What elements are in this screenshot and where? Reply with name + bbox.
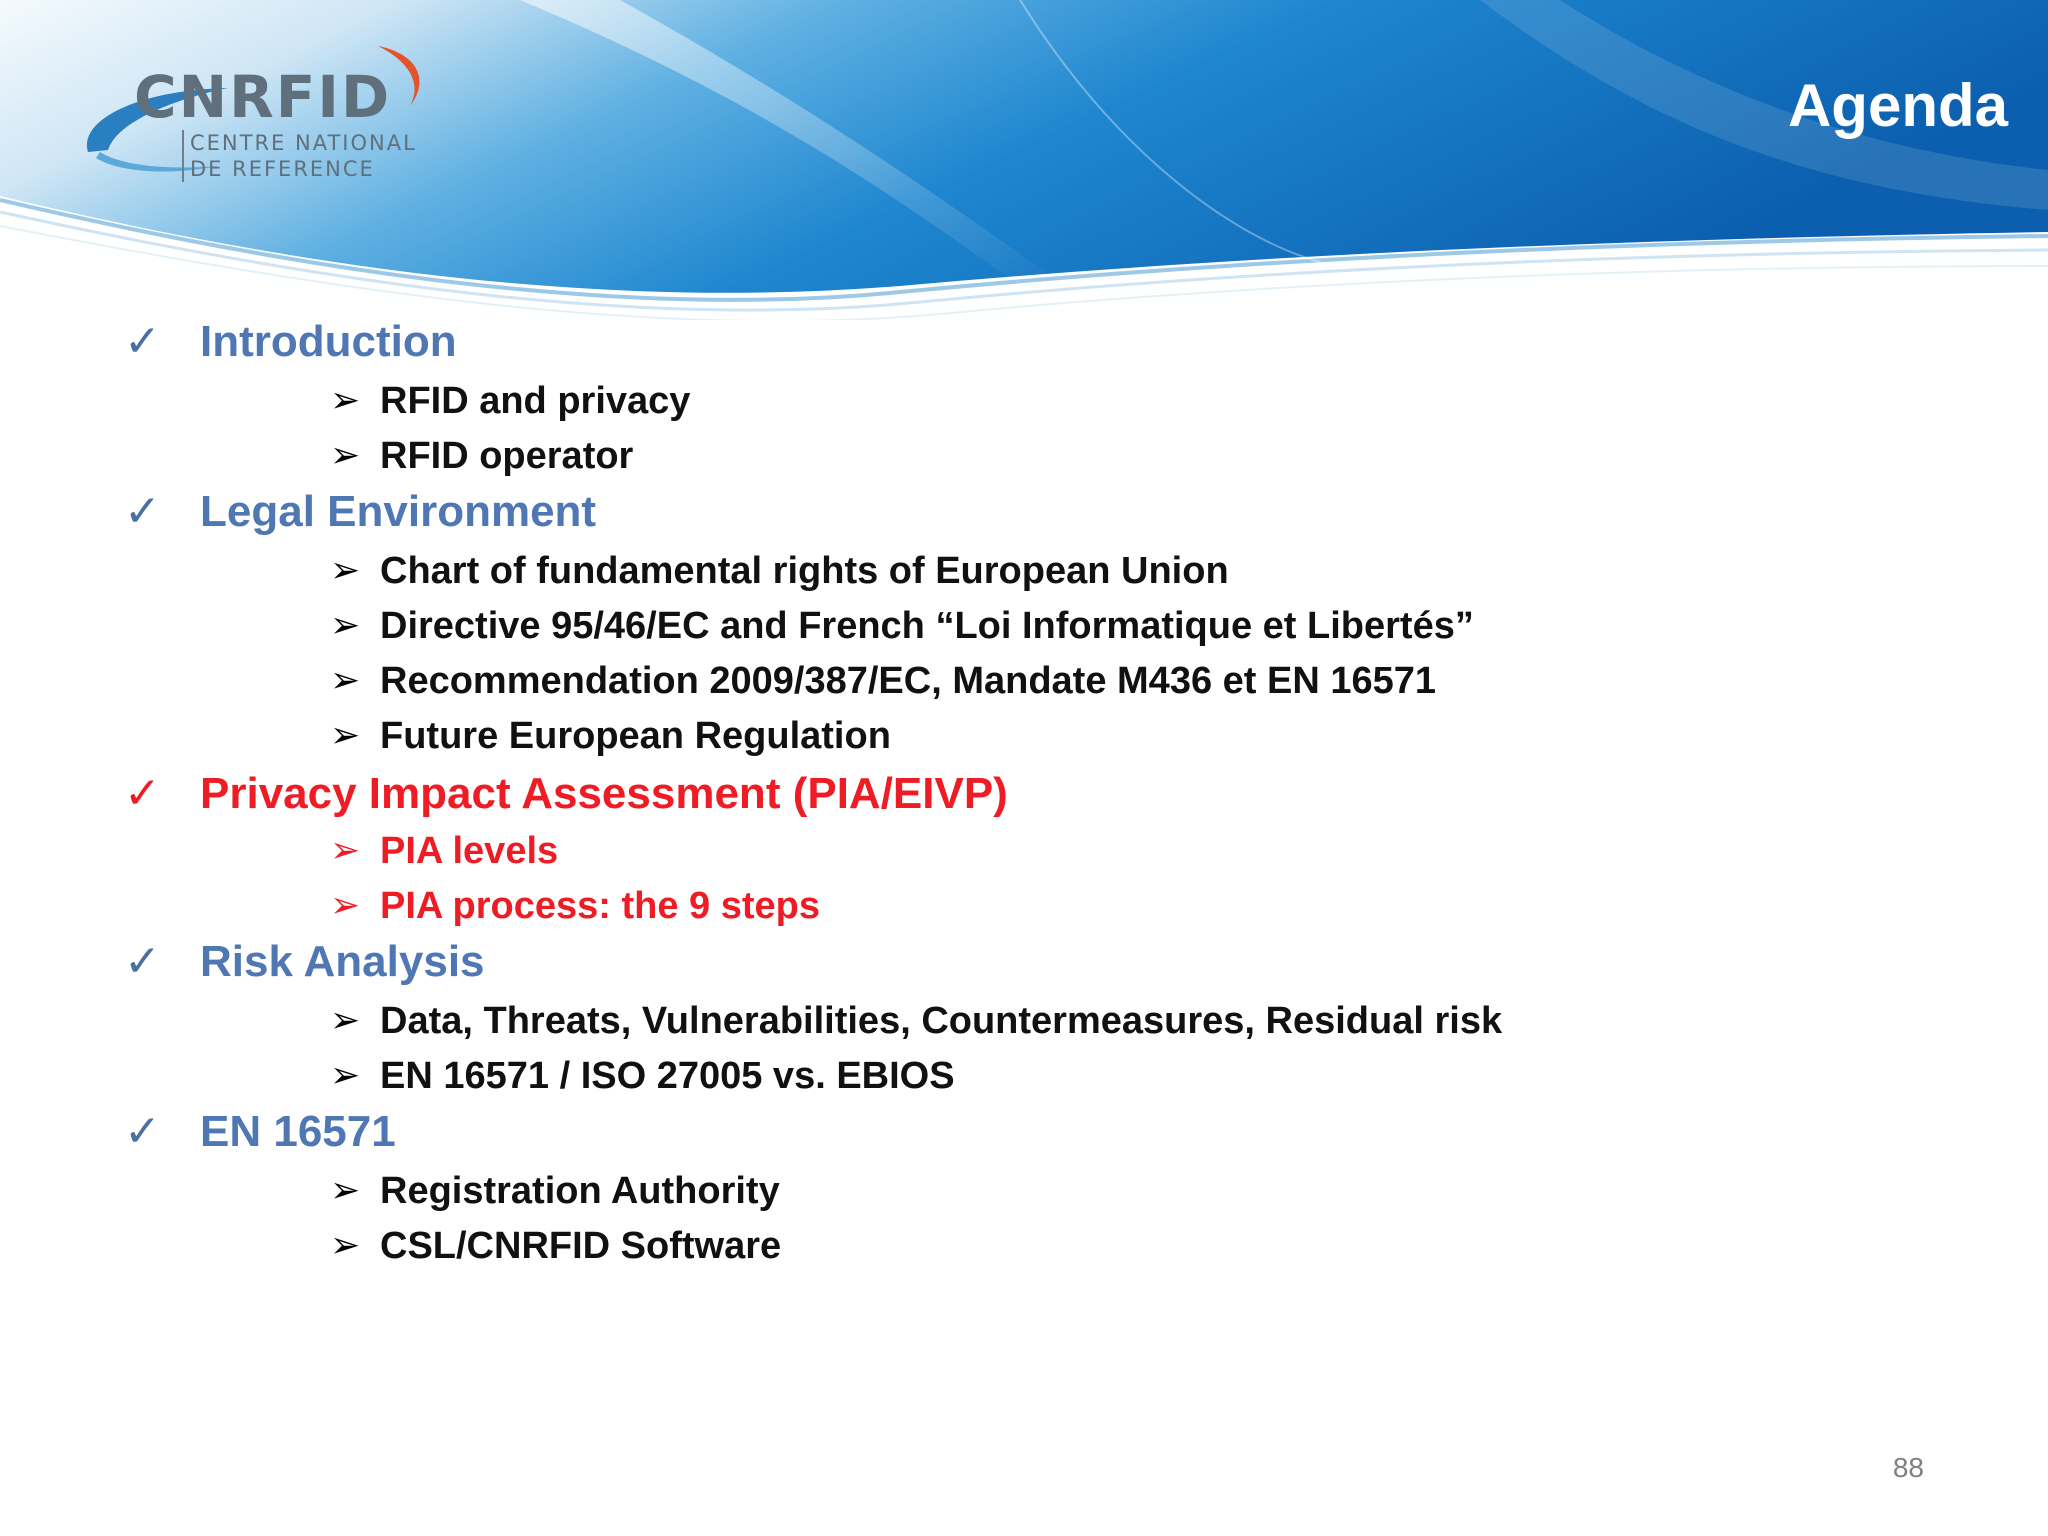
cnrfid-logo [78, 40, 438, 190]
arrow-bullet-icon: ➢ [330, 829, 361, 870]
checkmark-icon: ✓ [124, 937, 161, 986]
agenda-item-label: RFID operator [380, 435, 634, 477]
arrow-bullet-icon: ➢ [330, 659, 361, 700]
agenda-item-label: Future European Regulation [380, 715, 891, 757]
arrow-bullet-icon: ➢ [330, 604, 361, 645]
agenda-section-label: EN 16571 [200, 1107, 396, 1156]
slide-title: Agenda [1787, 72, 2008, 139]
logo-subtitle-line2: DE REFERENCE [190, 157, 375, 181]
logo-name: CNRFID [134, 63, 392, 131]
arrow-bullet-icon: ➢ [330, 1169, 361, 1210]
checkmark-icon: ✓ [124, 1107, 161, 1156]
checkmark-icon: ✓ [124, 487, 161, 536]
logo-subtitle-line1: CENTRE NATIONAL [190, 131, 417, 155]
arrow-bullet-icon: ➢ [330, 379, 361, 420]
logo-subtitle [182, 130, 417, 182]
agenda-section-label: Privacy Impact Assessment (PIA/EIVP) [200, 769, 1008, 818]
agenda-item-label: Data, Threats, Vulnerabilities, Countermeasures, Residual risk [380, 1000, 1503, 1042]
checkmark-icon: ✓ [124, 769, 161, 818]
arrow-bullet-icon: ➢ [330, 1054, 361, 1095]
agenda-section-label: Legal Environment [200, 487, 597, 536]
agenda-item-label: PIA process: the 9 steps [380, 885, 820, 927]
arrow-bullet-icon: ➢ [330, 714, 361, 755]
agenda-item-label: Directive 95/46/EC and French “Loi Informatique et Libertés” [380, 605, 1474, 647]
arrow-bullet-icon: ➢ [330, 999, 361, 1040]
agenda-item-label: Chart of fundamental rights of European Union [380, 550, 1229, 592]
agenda-section-label: Risk Analysis [200, 937, 485, 986]
arrow-bullet-icon: ➢ [330, 434, 361, 475]
agenda-item-label: RFID and privacy [380, 380, 691, 422]
agenda-item-label: EN 16571 / ISO 27005 vs. EBIOS [380, 1055, 955, 1097]
agenda-item-label: PIA levels [380, 830, 559, 872]
arrow-bullet-icon: ➢ [330, 1224, 361, 1265]
agenda-item-label: CSL/CNRFID Software [380, 1225, 782, 1267]
agenda-section-label: Introduction [200, 317, 457, 366]
agenda-item-label: Registration Authority [380, 1170, 780, 1212]
checkmark-icon: ✓ [124, 317, 161, 366]
page-number: 88 [1892, 1452, 1924, 1483]
arrow-bullet-icon: ➢ [330, 549, 361, 590]
arrow-bullet-icon: ➢ [330, 884, 361, 925]
agenda-item-label: Recommendation 2009/387/EC, Mandate M436 et EN 16571 [380, 660, 1437, 702]
